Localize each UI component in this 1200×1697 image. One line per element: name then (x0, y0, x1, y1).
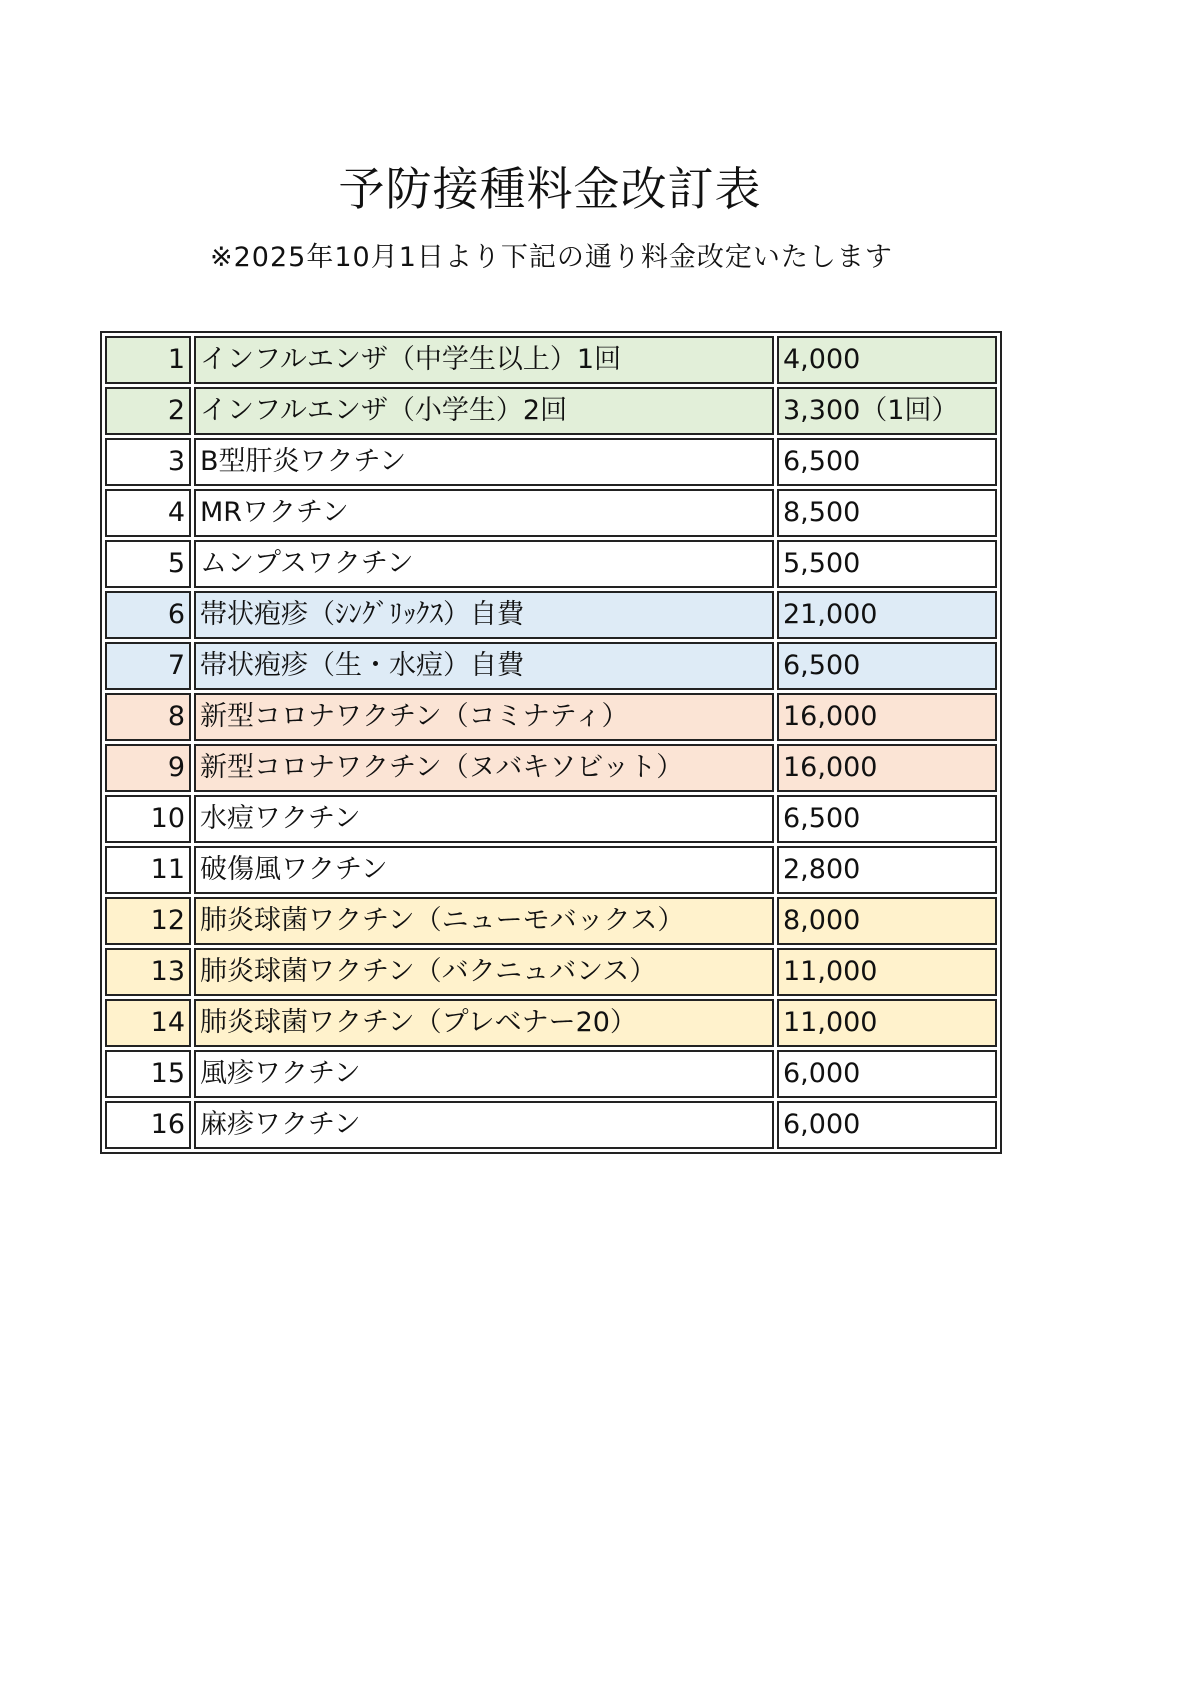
row-number: 7 (105, 642, 191, 690)
vaccine-price-table (100, 331, 1002, 1154)
table-row (105, 795, 997, 843)
row-number: 2 (105, 387, 191, 435)
row-number: 8 (105, 693, 191, 741)
table-row (105, 489, 997, 537)
vaccine-name: 水痘ワクチン (194, 795, 774, 843)
table-row (105, 999, 997, 1047)
vaccine-price: 2,800 (777, 846, 997, 894)
vaccine-price: 21,000 (777, 591, 997, 639)
table-row (105, 540, 997, 588)
row-number: 16 (105, 1101, 191, 1149)
vaccine-price: 6,500 (777, 438, 997, 486)
row-number: 10 (105, 795, 191, 843)
price-table-body (105, 336, 997, 1149)
vaccine-name: ムンプスワクチン (194, 540, 774, 588)
vaccine-name: 新型コロナワクチン（コミナティ） (194, 693, 774, 741)
vaccine-name: B型肝炎ワクチン (194, 438, 774, 486)
table-row (105, 693, 997, 741)
row-number: 1 (105, 336, 191, 384)
vaccine-price: 4,000 (777, 336, 997, 384)
vaccine-price: 6,000 (777, 1101, 997, 1149)
table-row (105, 387, 997, 435)
table-row (105, 642, 997, 690)
table-row (105, 591, 997, 639)
vaccine-name: 破傷風ワクチン (194, 846, 774, 894)
row-number: 5 (105, 540, 191, 588)
vaccine-price: 6,000 (777, 1050, 997, 1098)
vaccine-name: 麻疹ワクチン (194, 1101, 774, 1149)
table-row (105, 897, 997, 945)
vaccine-name: MRワクチン (194, 489, 774, 537)
table-row (105, 846, 997, 894)
vaccine-price: 8,000 (777, 897, 997, 945)
table-row (105, 948, 997, 996)
vaccine-price: 16,000 (777, 744, 997, 792)
row-number: 11 (105, 846, 191, 894)
table-row (105, 438, 997, 486)
table-row (105, 1050, 997, 1098)
vaccine-price: 8,500 (777, 489, 997, 537)
vaccine-name: 肺炎球菌ワクチン（バクニュバンス） (194, 948, 774, 996)
vaccine-price: 11,000 (777, 999, 997, 1047)
table-row (105, 744, 997, 792)
vaccine-name: 風疹ワクチン (194, 1050, 774, 1098)
vaccine-name: 肺炎球菌ワクチン（ニューモバックス） (194, 897, 774, 945)
row-number: 6 (105, 591, 191, 639)
vaccine-price: 6,500 (777, 642, 997, 690)
table-row (105, 336, 997, 384)
vaccine-name: 帯状疱疹（生・水痘）自費 (194, 642, 774, 690)
row-number: 13 (105, 948, 191, 996)
vaccine-name: 肺炎球菌ワクチン（プレベナー20） (194, 999, 774, 1047)
row-number: 15 (105, 1050, 191, 1098)
vaccine-price: 5,500 (777, 540, 997, 588)
row-number: 14 (105, 999, 191, 1047)
vaccine-name: 帯状疱疹（ｼﾝｸﾞﾘｯｸｽ）自費 (194, 591, 774, 639)
table-row (105, 1101, 997, 1149)
revision-notice: ※2025年10月1日より下記の通り料金改定いたします (210, 242, 893, 273)
row-number: 9 (105, 744, 191, 792)
vaccine-name: インフルエンザ（小学生）2回 (194, 387, 774, 435)
row-number: 12 (105, 897, 191, 945)
vaccine-price: 6,500 (777, 795, 997, 843)
row-number: 4 (105, 489, 191, 537)
vaccine-price: 16,000 (777, 693, 997, 741)
vaccine-name: インフルエンザ（中学生以上）1回 (194, 336, 774, 384)
row-number: 3 (105, 438, 191, 486)
vaccine-name: 新型コロナワクチン（ヌバキソビット） (194, 744, 774, 792)
vaccine-price: 3,300（1回） (777, 387, 997, 435)
page-title: 予防接種料金改訂表 (338, 162, 762, 216)
vaccine-price: 11,000 (777, 948, 997, 996)
